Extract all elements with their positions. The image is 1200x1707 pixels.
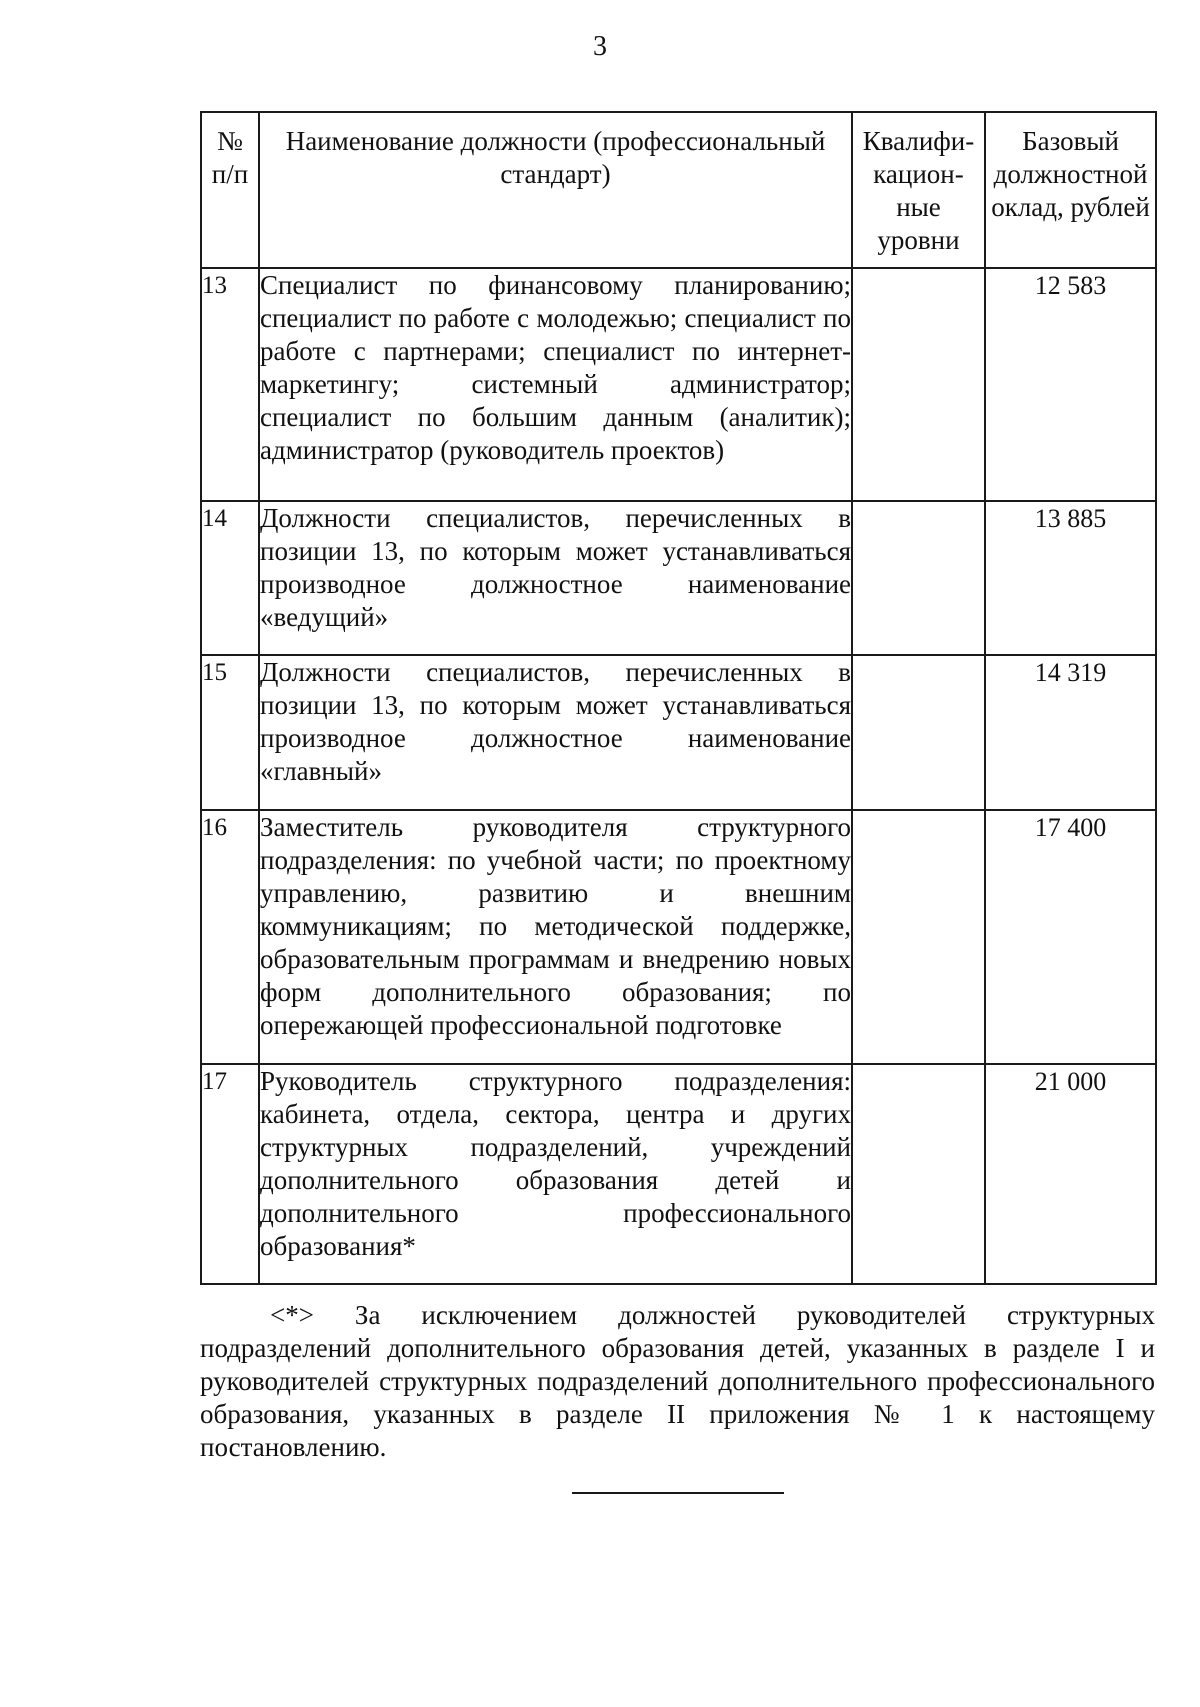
salary-table bbox=[200, 111, 1157, 1285]
header-position-name: Наименование должности (профессиональный стандарт) bbox=[259, 112, 852, 268]
header-base-salary: Базовый должностной оклад, рублей bbox=[985, 112, 1156, 268]
row-number: 13 bbox=[201, 268, 259, 501]
base-salary: 13 885 bbox=[985, 501, 1156, 655]
footnote: <*> За исключением должностей руководителей структурных подразделений дополнительного образования детей, указанных в разделе I и руководителей структурных подразделений дополнительного профессионального образования, указанных в разделе II приложения № 1 к настоящему постановлению. bbox=[200, 1300, 1155, 1462]
qualification-level bbox=[852, 655, 985, 810]
table-row bbox=[201, 655, 1156, 810]
header-qualification-levels: Квалифи-кацион-ные уровни bbox=[852, 112, 985, 268]
position-name: Должности специалистов, перечисленных в позиции 13, по которым может устанавливаться производное должностное наименование «ведущий» bbox=[259, 501, 852, 655]
position-name: Должности специалистов, перечисленных в позиции 13, по которым может устанавливаться производное должностное наименование «главный» bbox=[259, 655, 852, 810]
row-number: 17 bbox=[201, 1064, 259, 1284]
qualification-level bbox=[852, 268, 985, 501]
row-number: 15 bbox=[201, 655, 259, 810]
row-number: 16 bbox=[201, 810, 259, 1064]
base-salary: 14 319 bbox=[985, 655, 1156, 810]
position-name: Специалист по финансовому планированию; специалист по работе с молодежью; специалист по работе с партнерами; специалист по интернет-маркетингу; системный администратор; специалист по большим данным (аналитик); администратор (руководитель проектов) bbox=[259, 268, 852, 501]
qualification-level bbox=[852, 810, 985, 1064]
table-row bbox=[201, 268, 1156, 501]
table-row bbox=[201, 501, 1156, 655]
base-salary: 21 000 bbox=[985, 1064, 1156, 1284]
page-number: 3 bbox=[593, 31, 607, 62]
position-name: Заместитель руководителя структурного подразделения: по учебной части; по проектному управлению, развитию и внешним коммуникациям; по методической поддержке, образовательным программам и внедрению новых форм дополнительного образования; по опережающей профессиональной подготовке bbox=[259, 810, 852, 1064]
table-row bbox=[201, 810, 1156, 1064]
table-header-row bbox=[201, 112, 1156, 268]
qualification-level bbox=[852, 501, 985, 655]
row-number: 14 bbox=[201, 501, 259, 655]
qualification-level bbox=[852, 1064, 985, 1284]
base-salary: 12 583 bbox=[985, 268, 1156, 501]
base-salary: 17 400 bbox=[985, 810, 1156, 1064]
end-rule bbox=[572, 1492, 784, 1494]
header-number: № п/п bbox=[201, 112, 259, 268]
position-name: Руководитель структурного подразделения: кабинета, отдела, сектора, центра и других структурных подразделений, учреждений дополнительного образования детей и дополнительного профессионального образования* bbox=[259, 1064, 852, 1284]
table-row bbox=[201, 1064, 1156, 1284]
